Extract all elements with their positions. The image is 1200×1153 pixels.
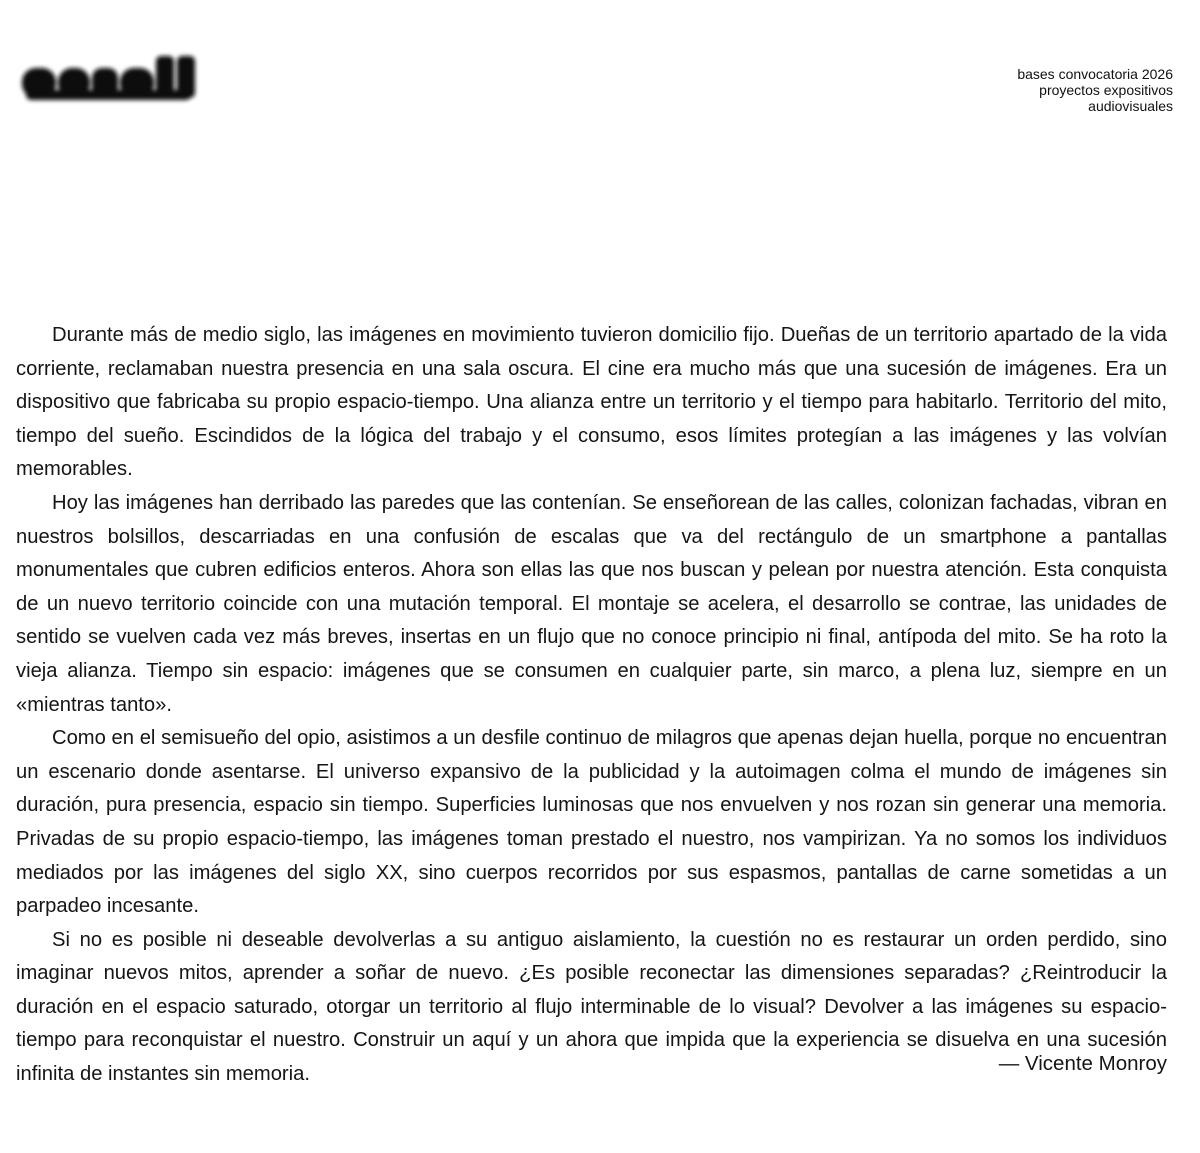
essay-paragraph: Hoy las imágenes han derribado las paredes que las contenían. Se enseñorean de las calles, colonizan fachadas, vibran en nuestros bolsillos, descarriadas en una confusión de escalas que va del rectángulo de un smartphone a pantallas monumentales que cubren edificios enteros. Ahora son ellas las que nos buscan y pelean por nuestra atención. Esta conquista de un nuevo territorio coincide con una mutación temporal. El montaje se acelera, el desarrollo se contrae, las unidades de sentido se vuelven cada vez más breves, insertas en un flujo que no conoce principio ni final, antípoda del mito. Se ha roto la vieja alianza. Tiempo sin espacio: imágenes que se consumen en cualquier parte, sin marco, a plena luz, siempre en un «mientras tanto». — [16, 491, 1167, 716]
meta-line: audiovisuales — [1088, 98, 1173, 114]
blurred-logo — [16, 50, 201, 112]
header-meta — [1017, 66, 1173, 114]
meta-line: bases convocatoria 2026 — [1017, 66, 1173, 82]
meta-line: proyectos expositivos — [1039, 82, 1173, 98]
essay-paragraph: Si no es posible ni deseable devolverlas a su antiguo aislamiento, la cuestión no es restaurar un orden perdido, sino imaginar nuevos mitos, aprender a soñar de nuevo. ¿Es posible reconectar las dimensiones separadas? ¿Reintroducir la duración en el espacio saturado, otorgar un territorio al flujo interminable de lo visual? Devolver a las imágenes su espacio-tiempo para reconquistar el nuestro. Construir un aquí y un ahora que impida que la experiencia se disuelva en una sucesión infinita de instantes sin memoria. — [16, 928, 1167, 1086]
essay-body — [16, 319, 1167, 1092]
author-signature: — Vicente Monroy — [998, 1052, 1167, 1075]
essay-paragraph: Como en el semisueño del opio, asistimos a un desfile continuo de milagros que apenas dejan huella, porque no encuentran un escenario donde asentarse. El universo expansivo de la publicidad y la autoimagen colma el mundo de imágenes sin duración, pura presencia, espacio sin tiempo. Superficies luminosas que nos envuelven y nos rozan sin generar una memoria. Privadas de su propio espacio-tiempo, las imágenes toman prestado el nuestro, nos vampirizan. Ya no somos los individuos mediados por las imágenes del siglo XX, sino cuerpos recorridos por sus espasmos, pantallas de carne sometidas a un parpadeo incesante. — [16, 727, 1167, 918]
essay-paragraph: Durante más de medio siglo, las imágenes en movimiento tuvieron domicilio fijo. Dueñas de un territorio apartado de la vida corriente, reclamaban nuestra presencia en una sala oscura. El cine era mucho más que una sucesión de imágenes. Era un dispositivo que fabricaba su propio espacio-tiempo. Una alianza entre un territorio y el tiempo para habitarlo. Territorio del mito, tiempo del sueño. Escindidos de la lógica del trabajo y el consumo, esos límites protegían a las imágenes y las volvían memorables. — [16, 324, 1167, 481]
logo-mark-icon — [16, 50, 201, 112]
